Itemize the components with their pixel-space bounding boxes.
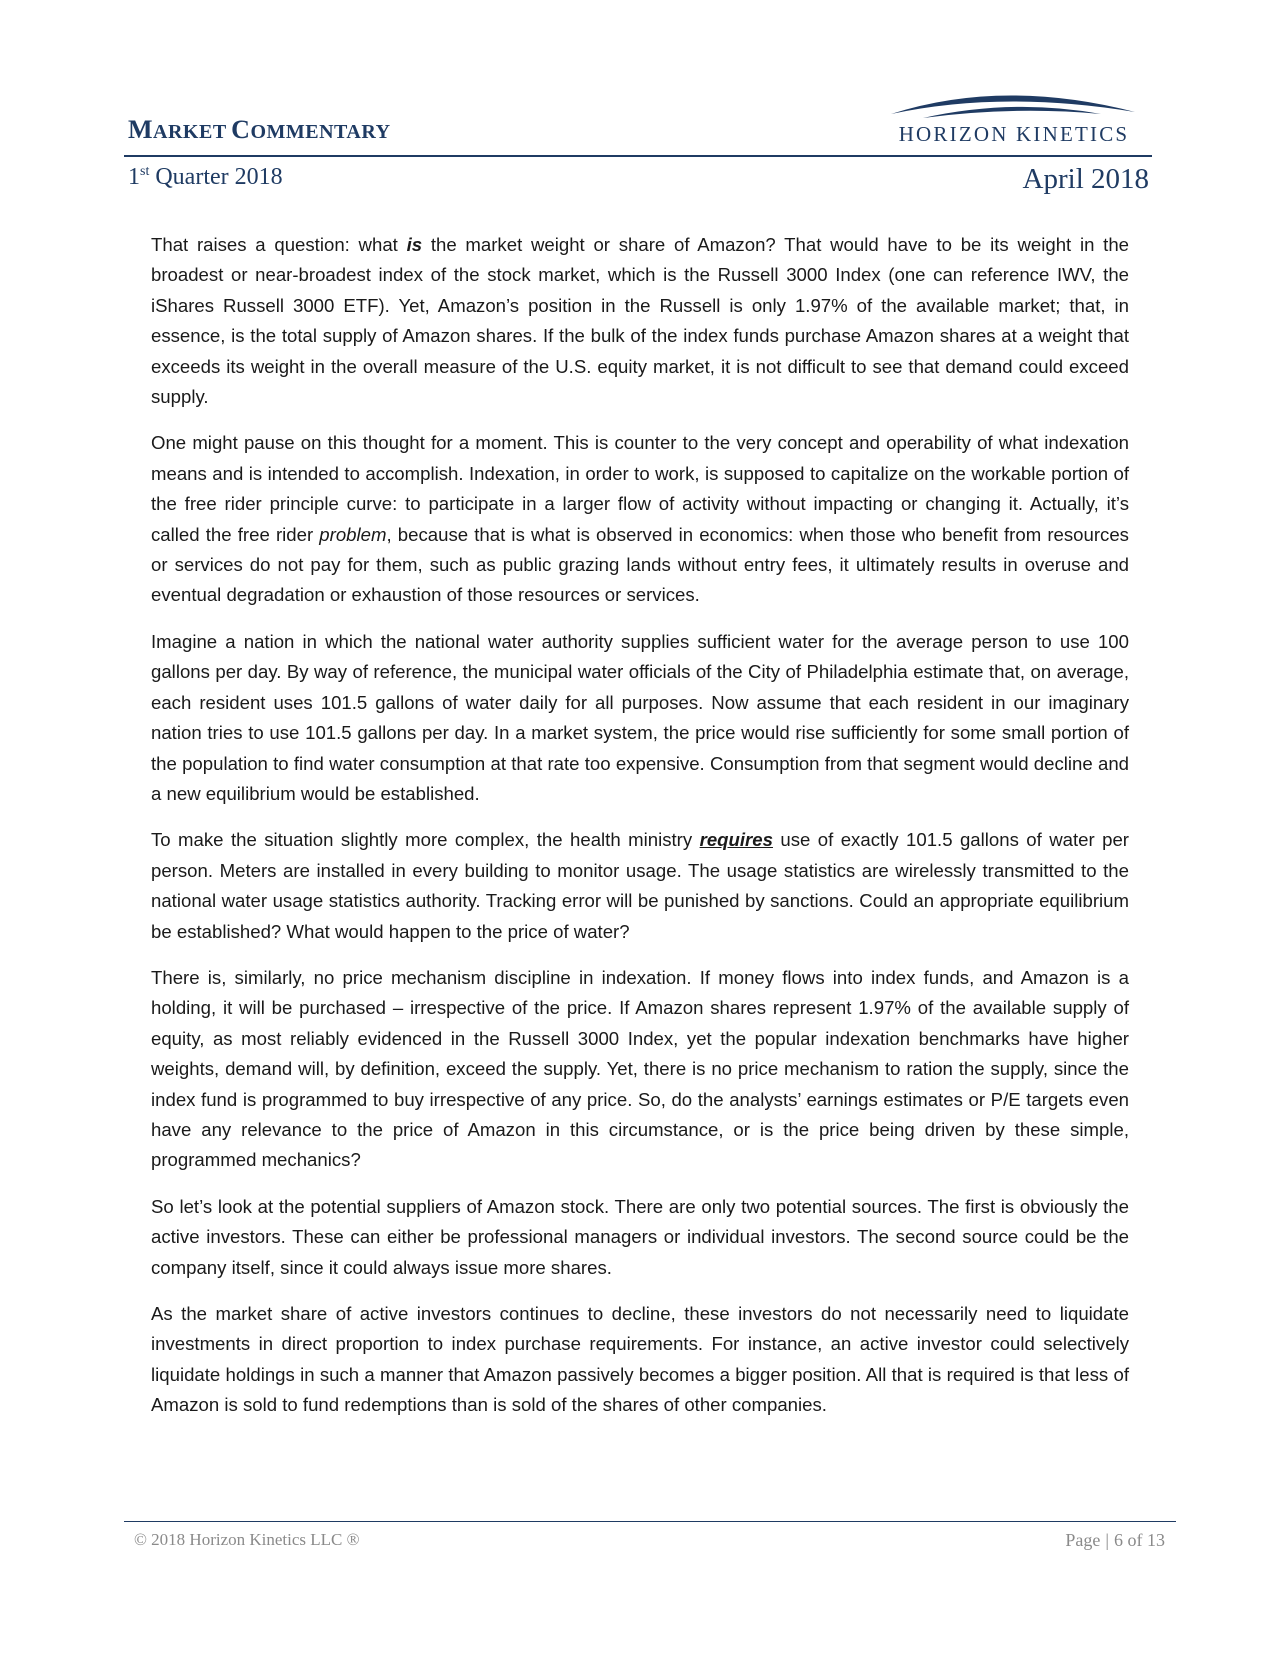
- paragraph-7: As the market share of active investors continues to decline, these investors do not necessarily need to liquidate investments in direct proportion to index purchase requirements. For instance, an active investor could selectively liquidate holdings in such a manner that Amazon passively becomes a bigger position. All that is required is that less of Amazon is sold to fund redemptions than is sold of the shares of other companies.: [151, 1303, 1129, 1416]
- header-divider: [124, 155, 1152, 157]
- paragraph-5: There is, similarly, no price mechanism discipline in indexation. If money flows into index funds, and Amazon is a holding, it will be purchased – irrespective of the price. If Amazon shares represent 1.97% of the available supply of equity, as most reliably evidenced in the Russell 3000 Index, yet the popular indexation benchmarks have higher weights, demand will, by definition, exceed the supply. Yet, there is no price mechanism to ration the supply, since the index fund is programmed to buy irrespective of any price. So, do the analysts’ earnings estimates or P/E targets even have any relevance to the price of Amazon in this circumstance, or is the price being driven by these simple, programmed mechanics?: [151, 966, 1129, 1171]
- title-initial-c: C: [231, 115, 251, 144]
- paragraph-text: , because that is what is observed in economics: when those who benefit from resources or services do not pay for them, such as public grazing lands without entry fees, it ultimately results in overuse and eventual degradation or exhaustion of those resources or services.: [151, 523, 1129, 606]
- quarter-ordinal: st: [140, 164, 150, 179]
- horizon-arc-logo-icon: [883, 84, 1145, 124]
- page-count: 6 of 13: [1114, 1530, 1165, 1550]
- page-separator: |: [1105, 1530, 1109, 1550]
- paragraph-text: the market weight or share of Amazon? That would have to be its weight in the broadest or near-broadest index of the stock market, which is the Russell 3000 Index (one can reference IWV, the iShares Russell 3000 ETF). Yet, Amazon’s position in the Russell is only 1.97% of the available market; that, in essence, is the total supply of Amazon shares. If the bulk of the index funds purchase Amazon shares at a weight that exceeds its weight in the overall measure of the U.S. equity market, it is not difficult to see that demand could exceed supply.: [151, 234, 1129, 408]
- page-label: Page: [1065, 1530, 1101, 1550]
- paragraph-1: [151, 230, 1129, 412]
- page-number: [1065, 1530, 1165, 1551]
- paragraph-3: Imagine a nation in which the national water authority supplies sufficient water for the average person to use 100 gallons per day. By way of reference, the municipal water officials of the City of Philadelphia estimate that, on average, each resident uses 101.5 gallons of water daily for all purposes. Now assume that each resident in our imaginary nation tries to use 101.5 gallons per day. In a market system, the price would rise sufficiently for some small portion of the population to find water consumption at that rate too expensive. Consumption from that segment would decline and a new equilibrium would be established.: [151, 630, 1129, 804]
- paragraph-4: [151, 825, 1129, 947]
- quarter-label: [128, 163, 283, 192]
- quarter-number: 1: [128, 164, 140, 190]
- copyright-notice: © 2018 Horizon Kinetics LLC ®: [134, 1530, 360, 1549]
- quarter-text: Quarter 2018: [155, 164, 283, 190]
- title-initial-m: M: [128, 115, 154, 144]
- paragraph-6: So let’s look at the potential suppliers of Amazon stock. There are only two potential sources. The first is obviously the active investors. These can either be professional managers or individual investors. The second source could be the company itself, since it could always issue more shares.: [151, 1195, 1129, 1278]
- emphasis-problem: problem: [319, 523, 387, 545]
- footer-divider: [124, 1521, 1176, 1522]
- paragraph-text: One might pause on this thought for a moment. This is counter to the very concept and operability of what indexation means and is intended to accomplish. Indexation, in order to work, is supposed to capitalize on the workable portion of the free rider principle curve: to participate in a larger flow of activity without impacting or changing it. Actually, it’s called the free rider: [151, 432, 1129, 545]
- paragraph-text: To make the situation slightly more complex, the health ministry: [151, 829, 700, 851]
- emphasis-requires: requires: [699, 829, 773, 851]
- document-title: [128, 117, 391, 143]
- emphasis-is: is: [406, 234, 423, 255]
- title-word-commentary-rest: OMMENTARY: [250, 121, 391, 143]
- publication-date: April 2018: [1022, 163, 1149, 195]
- horizon-kinetics-logo: [883, 84, 1145, 148]
- paragraph-text: use of exactly 101.5 gallons of water per person. Meters are installed in every building to monitor usage. The usage statistics are wirelessly transmitted to the national water usage statistics authority. Tracking error will be punished by sanctions. Could an appropriate equilibrium be established? What would happen to the price of water?: [151, 829, 1129, 942]
- paragraph-text: That raises a question: what: [151, 234, 407, 255]
- logo-wordmark: HORIZON KINETICS: [898, 122, 1130, 146]
- article-body: [151, 230, 1129, 1437]
- title-word-market-rest: ARKET: [153, 121, 227, 143]
- paragraph-2: [151, 428, 1129, 610]
